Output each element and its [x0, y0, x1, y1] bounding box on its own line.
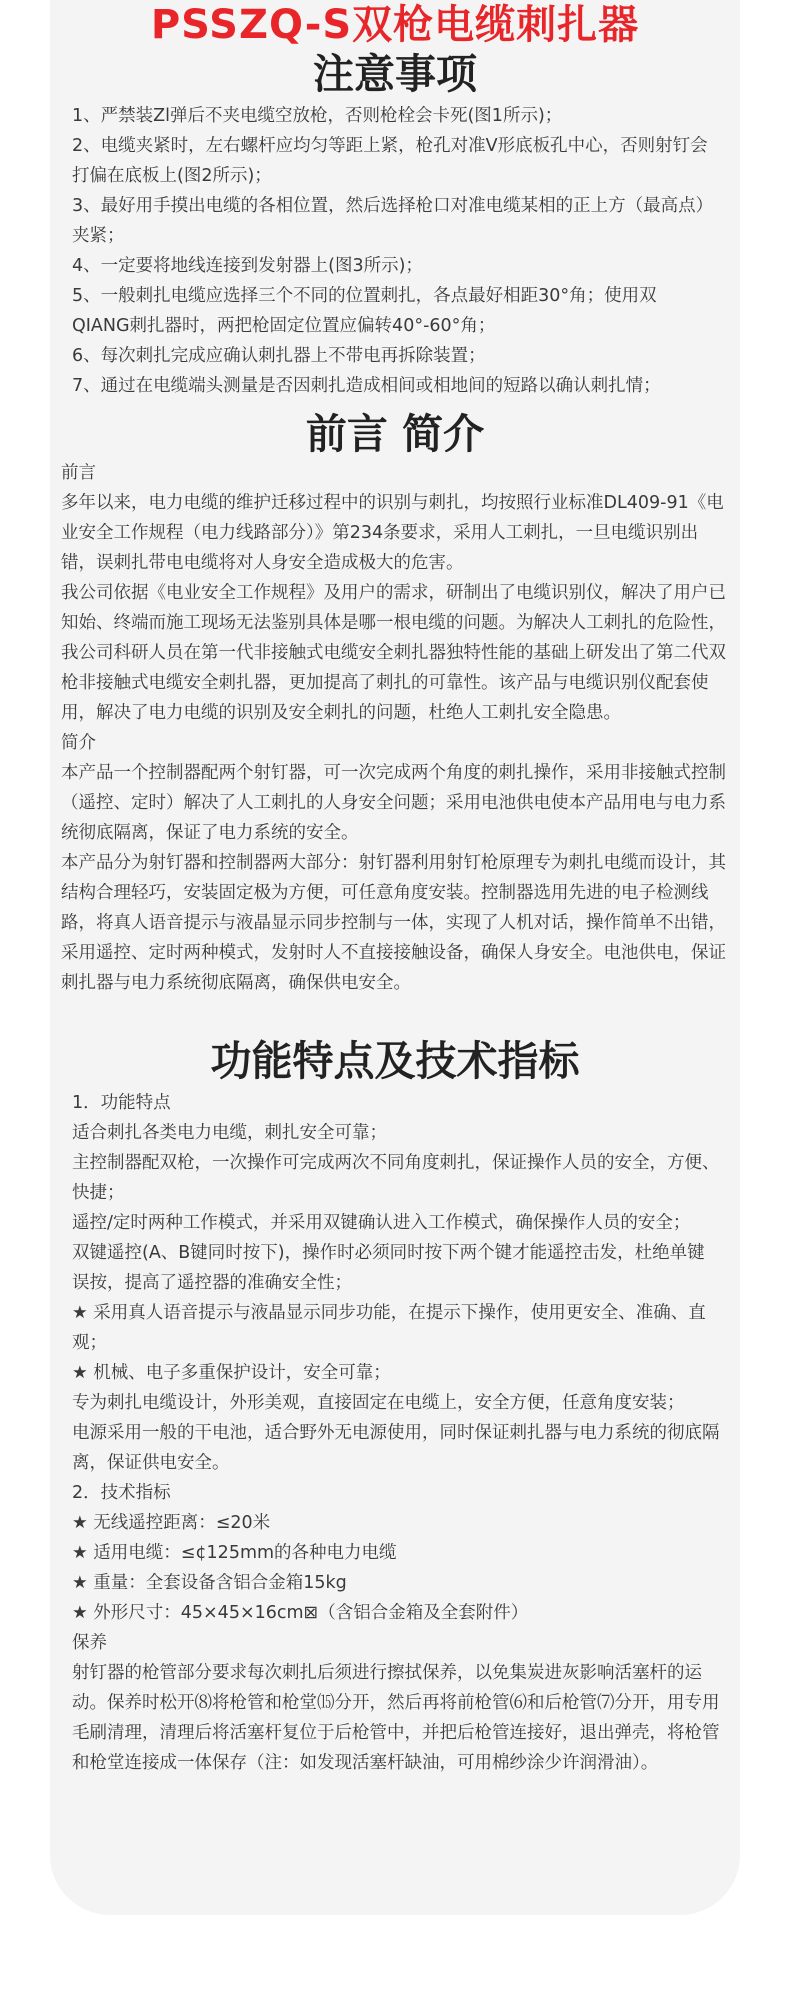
features-heading: 功能特点及技术指标: [210, 1037, 580, 1085]
preface-paragraph: 我公司依据《电业安全工作规程》及用户的需求，研制出了电缆识别仪，解决了用户已知始、终端而施工现场无法鉴别具体是哪一根电缆的问题。为解决人工刺扎的危险性，我公司科研人员在第一代非接触式电缆安全刺扎器独特性能的基础上研发出了第二代双枪非接触式电缆安全刺扎器，更加提高了刺扎的可靠性。该产品与电缆识别仪配套使用，解决了电力电缆的识别及安全刺扎的问题，杜绝人工刺扎安全隐患。: [61, 583, 726, 723]
feature-item: ★ 采用真人语音提示与液晶显示同步功能，在提示下操作，使用更安全、准确、直观；: [72, 1303, 706, 1353]
maintenance-label: 保养: [72, 1633, 107, 1653]
specs-label: 2．技术指标: [72, 1483, 171, 1503]
spec-item: ★ 重量：全套设备含铝合金箱15kg: [72, 1573, 347, 1593]
features-label: 1．功能特点: [72, 1093, 171, 1113]
preface-label: 前言: [61, 463, 96, 483]
notice-item: 4、一定要将地线连接到发射器上(图3所示)；: [72, 256, 423, 276]
summary-label: 简介: [61, 733, 96, 753]
summary-paragraph: 本产品分为射钉器和控制器两大部分：射钉器利用射钉枪原理专为刺扎电缆而设计，其结构合理轻巧，安装固定极为方便，可任意角度安装。控制器选用先进的电子检测线路，将真人语音提示与液晶显示同步控制与一体，实现了人机对话，操作简单不出错，采用遥控、定时两种模式，发射时人不直接接触设备，确保人身安全。电池供电，保证刺扎器与电力系统彻底隔离，确保供电安全。: [61, 853, 726, 993]
intro-body: [61, 458, 729, 998]
spec-item: ★ 无线遥控距离：≤20米: [72, 1513, 271, 1533]
feature-item: 专为刺扎电缆设计，外形美观，直接固定在电缆上，安全方便，任意角度安装；: [72, 1393, 685, 1413]
feature-item: ★ 机械、电子多重保护设计，安全可靠；: [72, 1363, 391, 1383]
notice-item: 6、每次刺扎完成应确认刺扎器上不带电再拆除装置；: [72, 346, 486, 366]
summary-paragraph: 本产品一个控制器配两个射钉器，可一次完成两个角度的刺扎操作，采用非接触式控制（遥控、定时）解决了人工刺扎的人身安全问题；采用电池供电使本产品用电与电力系统彻底隔离，保证了电力系统的安全。: [61, 763, 726, 843]
intro-heading: 前言 简介: [305, 410, 485, 458]
notice-item: 5、一般刺扎电缆应选择三个不同的位置刺扎，各点最好相距30°角；使用双QIANG刺扎器时，两把枪固定位置应偏转40°-60°角；: [72, 286, 657, 336]
feature-item: 遥控/定时两种工作模式，并采用双键确认进入工作模式，确保操作人员的安全；: [72, 1213, 691, 1233]
notice-item: 2、电缆夹紧时，左右螺杆应均匀等距上紧，枪孔对准V形底板孔中心，否则射钉会打偏在底板上(图2所示)；: [72, 136, 708, 186]
feature-item: 双键遥控(A、B键同时按下)，操作时必须同时按下两个键才能遥控击发，杜绝单键误按，提高了遥控器的准确安全性；: [72, 1243, 705, 1293]
spec-item: ★ 适用电缆：≤¢125mm的各种电力电缆: [72, 1543, 397, 1563]
product-title: PSSZQ-S双枪电缆刺扎器: [150, 2, 640, 48]
maintenance-text: 射钉器的枪管部分要求每次刺扎后须进行擦拭保养，以免集炭进灰影响活塞杆的运动。保养时松开⑻将枪管和枪堂⒂分开，然后再将前枪管⑹和后枪管⑺分开，用专用毛刷清理，清理后将活塞杆复位于后枪管中，并把后枪管连接好，退出弹壳，将枪管和枪堂连接成一体保存（注：如发现活塞杆缺油，可用棉纱涂少许润滑油）。: [72, 1663, 720, 1773]
notice-item: 3、最好用手摸出电缆的各相位置，然后选择枪口对准电缆某相的正上方（最高点）夹紧；: [72, 196, 705, 246]
feature-item: 适合刺扎各类电力电缆，刺扎安全可靠；: [72, 1123, 387, 1143]
notice-heading: 注意事项: [313, 50, 477, 98]
notice-item: 1、严禁装Zl弹后不夹电缆空放枪，否则枪栓会卡死(图1所示)；: [72, 106, 563, 126]
notice-list: [72, 101, 712, 401]
notice-item: 7、通过在电缆端头测量是否因刺扎造成相间或相地间的短路以确认刺扎情；: [72, 376, 661, 396]
preface-paragraph: 多年以来，电力电缆的维护迁移过程中的识别与刺扎，均按照行业标准DL409-91《电业安全工作规程（电力线路部分）》第234条要求，采用人工刺扎，一旦电缆识别出错，误刺扎带电电缆将对人身安全造成极大的危害。: [61, 493, 724, 573]
feature-item: 主控制器配双枪，一次操作可完成两次不同角度刺扎，保证操作人员的安全，方便、快捷；: [72, 1153, 720, 1203]
feature-item: 电源采用一般的干电池，适合野外无电源使用，同时保证刺扎器与电力系统的彻底隔离，保证供电安全。: [72, 1423, 720, 1473]
spec-item: ★ 外形尺寸：45×45×16cm⊠（含铝合金箱及全套附件）: [72, 1603, 529, 1623]
features-body: [72, 1088, 722, 1778]
